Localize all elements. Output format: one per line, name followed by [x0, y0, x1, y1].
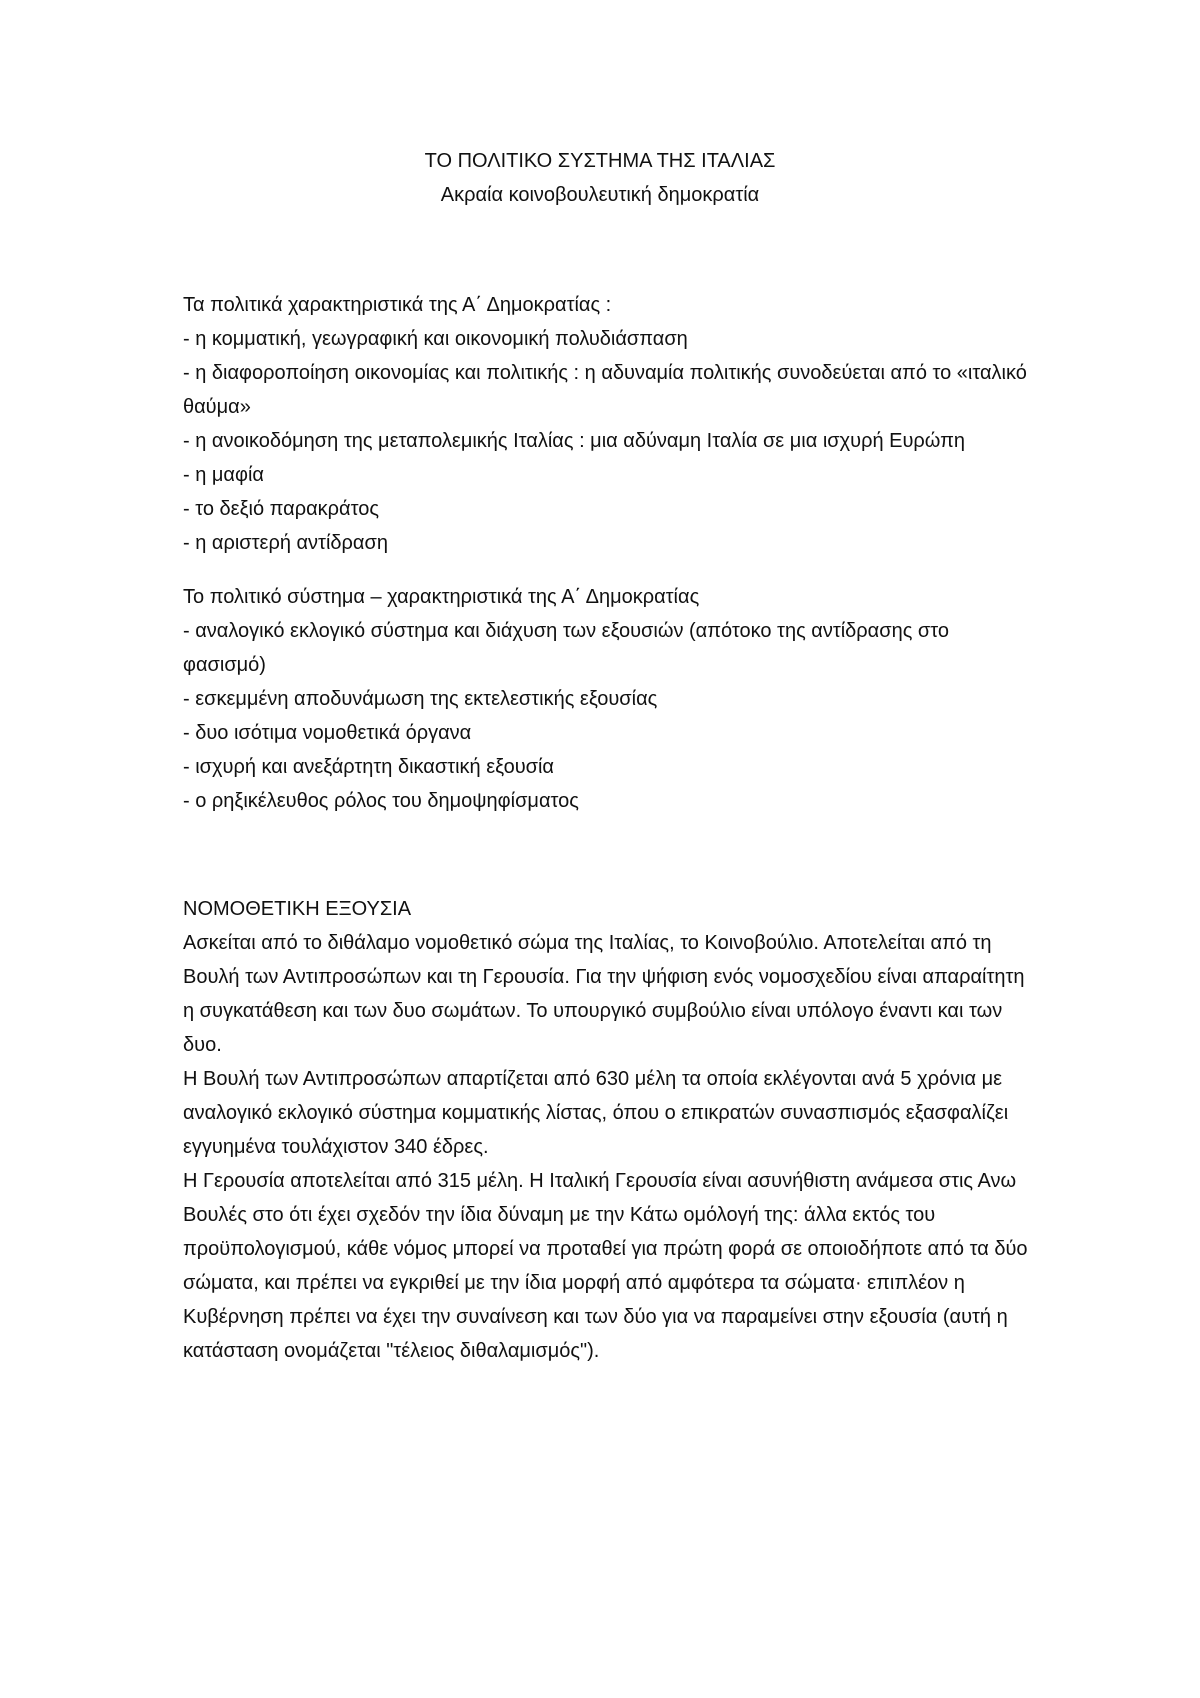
section3-paragraph: Η Γερουσία αποτελείται από 315 μέλη. Η Ιταλική Γερουσία είναι ασυνήθιστη ανάμεσα στις Ανω Βουλές στο ότι έχει σχεδόν την ίδια δύναμη με την Κάτω ομόλογή της: άλλα εκτός του προϋπολογισμού, κάθε νόμος μπορεί να προταθεί για πρώτη φορά σε οποιοδήποτε από τα δύο σώματα, και πρέπει να εγκριθεί με την ίδια μορφή από αμφότερα τα σώματα· επιπλέον η Κυβέρνηση πρέπει να έχει την συναίνεση και των δύο για να παραμείνει στην εξουσία (αυτή η κατάσταση ονομάζεται "τέλειος διθαλαμισμός").	[183, 1170, 1028, 1362]
section1-item: - η ανοικοδόμηση της μεταπολεμικής Ιταλίας : μια αδύναμη Ιταλία σε μια ισχυρή Ευρώπη	[183, 430, 966, 452]
spacer	[183, 818, 1033, 892]
section2-item: - αναλογικό εκλογικό σύστημα και διάχυση των εξουσιών (απότοκο της αντίδρασης στο φασισμό)	[183, 620, 949, 676]
section3-heading: ΝΟΜΟΘΕΤΙΚΗ ΕΞΟΥΣΙΑ	[183, 898, 412, 920]
document-title: ΤΟ ΠΟΛΙΤΙΚΟ ΣΥΣΤΗΜΑ ΤΗΣ ΙΤΑΛΙΑΣ	[424, 150, 776, 172]
section1-item: - η μαφία	[183, 464, 264, 486]
document-body	[183, 288, 1033, 1368]
section2-item: - ο ρηξικέλευθος ρόλος του δημοψηφίσματος	[183, 790, 579, 812]
document-subtitle: Ακραία κοινοβουλευτική δημοκρατία	[440, 184, 760, 206]
section3-paragraph: Η Βουλή των Αντιπροσώπων απαρτίζεται από 630 μέλη τα οποία εκλέγονται ανά 5 χρόνια με αναλογικό εκλογικό σύστημα κομματικής λίστας, όπου ο επικρατών συνασπισμός εξασφαλίζει εγγυημένα τουλάχιστον 340 έδρες.	[183, 1068, 1009, 1158]
title-block	[0, 144, 1200, 212]
section1-item: - η διαφοροποίηση οικονομίας και πολιτικής : η αδυναμία πολιτικής συνοδεύεται από το «ιταλικό θαύμα»	[183, 362, 1027, 418]
section1-item: - η αριστερή αντίδραση	[183, 532, 388, 554]
spacer	[183, 560, 1033, 580]
section1-heading: Τα πολιτικά χαρακτηριστικά της Α΄ Δημοκρατίας :	[183, 294, 612, 316]
section1-item: - το δεξιό παρακράτος	[183, 498, 379, 520]
section2-item: - εσκεμμένη αποδυνάμωση της εκτελεστικής εξουσίας	[183, 688, 658, 710]
section3-paragraph: Ασκείται από το διθάλαμο νομοθετικό σώμα της Ιταλίας, το Κοινοβούλιο. Αποτελείται από τη Βουλή των Αντιπροσώπων και τη Γερουσία. Για την ψήφιση ενός νομοσχεδίου είναι απαραίτητη η συγκατάθεση και των δυο σωμάτων. Το υπουργικό συμβούλιο είναι υπόλογο έναντι και των δυο.	[183, 932, 1025, 1056]
section1-item: - η κομματική, γεωγραφική και οικονομική πολυδιάσπαση	[183, 328, 688, 350]
section2-heading: Το πολιτικό σύστημα – χαρακτηριστικά της Α΄ Δημοκρατίας	[183, 586, 700, 608]
section2-item: - ισχυρή και ανεξάρτητη δικαστική εξουσία	[183, 756, 554, 778]
section2-item: - δυο ισότιμα νομοθετικά όργανα	[183, 722, 472, 744]
